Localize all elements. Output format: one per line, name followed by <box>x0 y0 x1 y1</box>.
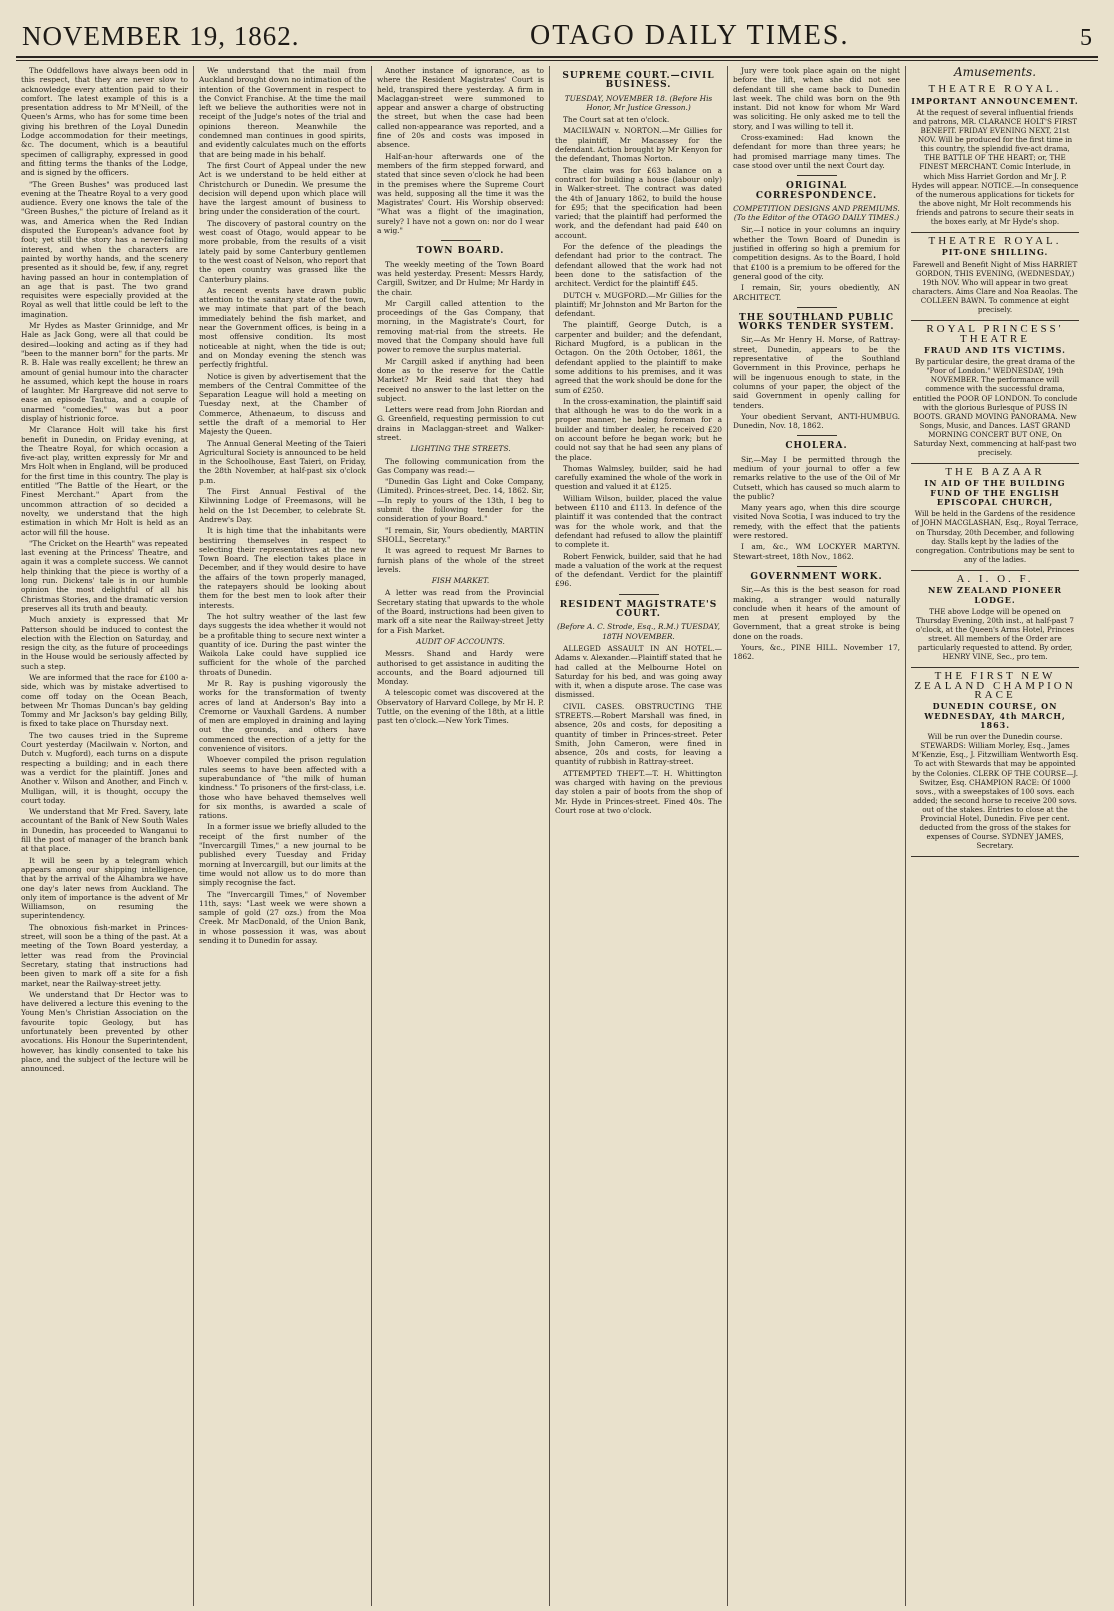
ad-subtitle: PIT-ONE SHILLING. <box>941 247 1049 258</box>
article-paragraph: Whoever compiled the prison regulation rules seems to have been affected with a superabundance of "the milk of human kindness." To prisoners of the first-class, i.e. those who have behaved themselves well for six months, is awarded a scale of rations. <box>199 755 366 821</box>
article-paragraph: Your obedient Servant, ANTI-HUMBUG. Dunedin, Nov. 18, 1862. <box>733 411 900 431</box>
article-paragraph: The first Court of Appeal under the new Act is we understand to be held either at Christchurch or Dunedin. We presume the decision will depend upon which place will have the largest amount of business to bring under the consideration of the court. <box>199 160 366 217</box>
section-divider <box>441 240 481 241</box>
article-paragraph: DUTCH v. MUGFORD.—Mr Gillies for the plaintiff; Mr Johnston and Mr Barton for the defendant. <box>555 290 722 319</box>
ad-body: Will be held in the Gardens of the residence of JOHN MACGLASHAN, Esq., Royal Terrace, on Thursday, 20th December, and following day. Stalls kept by the ladies of the congregation. Contributions may be sent to any of the ladies. <box>911 509 1079 564</box>
article-paragraph: Thomas Walmsley, builder, said he had carefully examined the whole of the work in question and valued it at £125. <box>555 463 722 492</box>
article-paragraph: "Dunedin Gas Light and Coke Company, (Limited). Princes-street, Dec. 14, 1862. Sir,—In reply to yours of the 13th, I beg to submit the following tender for the consideration of your Board." <box>377 477 544 524</box>
article-paragraph: The Oddfellows have always been odd in this respect, that they are never slow to acknowledge every attention paid to their comfort. The latest example of this is a presentation address to Mr M'Neill, of the Queen's Arms, who has for some time been giving his brethren of the Loyal Dunedin Lodge accommodation for their meetings, &c. The document, which is a beautiful specimen of calligraphy, expressed in good and fitting terms the thanks of the Lodge, and is signed by the officers. <box>21 66 188 178</box>
issue-date: NOVEMBER 19, 1862. <box>22 21 300 51</box>
section-heading: CHOLERA. <box>785 441 848 452</box>
ad-subtitle: NEW ZEALAND PIONEER LODGE. <box>927 585 1063 605</box>
article-paragraph: Mr Cargill asked if anything had been done as to the reserve for the Cattle Market? Mr Reid said that they had received no answer to the last letter on the subject. <box>377 356 544 403</box>
section-divider <box>797 435 837 436</box>
newspaper-title: OTAGO DAILY TIMES. <box>530 20 850 51</box>
ad-subtitle: IN AID OF THE BUILDING FUND OF THE ENGLISH EPISCOPAL CHURCH, <box>924 478 1066 508</box>
section-divider <box>797 566 837 567</box>
article-paragraph: Sir,—May I be permitted through the medium of your journal to offer a few remarks relative to the use of the Oil of Mr Cutsett, which has caused so much alarm to the public? <box>733 454 900 501</box>
article-paragraph: Sir,—As this is the best season for road making, a stranger would naturally conclude when it hears of the amount of men at present employed by the Government, that a great stroke is being done on the roads. <box>733 585 900 641</box>
column-5 <box>728 66 906 1606</box>
article-paragraph: Mr Cargill called attention to the proceedings of the Gas Company, that morning, in the Magistrate's Court, for removing mat-rial from the streets. He moved that the Company should have full power to remove the surplus material. <box>377 298 544 355</box>
article-paragraph: A letter was read from the Provincial Secretary stating that upwards to the whole of the Board, instructions had been given to mark off a site near the Railway-street Jetty for a Fish Market. <box>377 588 544 635</box>
section-heading: THE SOUTHLAND PUBLIC WORKS TENDER SYSTEM. <box>738 312 895 333</box>
section-subheading: TUESDAY, NOVEMBER 18. (Before His Honor, Mr Justice Gresson.) <box>564 93 713 112</box>
article-paragraph: I remain, Sir, yours obediently, AN ARCHITECT. <box>733 283 900 302</box>
article-paragraph: For the defence of the pleadings the defendant had prior to the contract. The defendant allowed that the work had not been done to the satisfaction of the architect. Verdict for the plaintiff £45. <box>555 242 722 289</box>
ad-subtitle: DUNEDIN COURSE, ON WEDNESDAY, 4th MARCH, 1863. <box>924 701 1066 730</box>
article-paragraph: William Wilson, builder, placed the value between £110 and £113. In defence of the plaintiff it was contended that the contract was for the whole work, and that the defendant had refused to allow the plaintiff to complete it. <box>555 493 722 550</box>
article-paragraph: Notice is given by advertisement that the members of the Central Committee of the Separation League will hold a meeting on Tuesday next, at the Chamber of Commerce, Athenaeum, to discuss and settle the draft of a memorial to Her Majesty the Queen. <box>199 371 366 437</box>
ad-title: THEATRE ROYAL. <box>928 235 1062 248</box>
article-paragraph: The two causes tried in the Supreme Court yesterday (Macilwain v. Norton, and Dutch v. Mugford), each turns on a dispute respecting a building; and in each there was a verdict for the plaintiff. Jones and Another v. Wilson and Another, and Finch v. Mulligan, will, it is thought, occupy the court today. <box>21 730 188 805</box>
advertisement <box>911 321 1079 464</box>
section-subheading: LIGHTING THE STREETS. <box>410 444 511 454</box>
article-paragraph: MACILWAIN v. NORTON.—Mr Gillies for the plaintiff, Mr Macassey for the defendant. Action brought by Mr Kenyon for the defendant, Thomas Norton. <box>555 126 722 164</box>
article-paragraph: Robert Fenwick, builder, said that he had made a valuation of the work at the request of the defendant. Verdict for the plaintiff £96. <box>555 551 722 589</box>
columns <box>16 66 1098 1606</box>
section-subheading: (Before A. C. Strode, Esq., R.M.) TUESDAY, 18TH NOVEMBER. <box>557 622 720 641</box>
ad-title: ROYAL PRINCESS' THEATRE <box>926 323 1064 345</box>
advertisement <box>911 233 1079 321</box>
section-divider <box>619 594 659 595</box>
ad-body: Will be run over the Dunedin course. STEWARDS: William Morley, Esq., James M'Kenzie, Esq., J. Fitzwilliam Wentworth Esq. To act with Stewards that may be appointed by the Colonies. CLERK OF THE COURSE—J. Switzer, Esq. CHAMPION RACE: Of 1000 sovs., with a sweepstakes of 100 sovs. each added; the second horse to receive 200 sovs. out of the stakes. Entries to close at the Provincial Hotel, Dunedin. Five per cent. deducted from the gross of the stakes for expenses of Course. SYDNEY JAMES, Secretary. <box>911 732 1079 851</box>
article-paragraph: Mr Clarance Holt will take his first benefit in Dunedin, on Friday evening, at the Theatre Royal, for which occasion a five-act play, written expressly for Mr and Mrs Holt when in England, will be produced for the first time in this country. The play is entitled "The Battle of the Heart, or the Finest Merchant." Apart from the uncommon attraction of so decided a novelty, we understand that the high estimation in which Mr Holt is held as an actor will fill the house. <box>21 425 188 537</box>
article-paragraph: A telescopic comet was discovered at the Observatory of Harvard College, by Mr H. P. Tuttle, on the evening of the 18th, at a little past ten o'clock.—New York Times. <box>377 688 544 726</box>
section-heading: SUPREME COURT.—CIVIL BUSINESS. <box>562 71 715 91</box>
article-paragraph: The hot sultry weather of the last few days suggests the idea whether it would not be a profitable thing to secure next winter a quantity of ice. During the past winter the Waikola Lake could have supplied ice sufficient for the whole of the parched throats of Dunedin. <box>199 611 366 677</box>
column-1 <box>16 66 194 1606</box>
ad-subtitle: FRAUD AND ITS VICTIMS. <box>924 344 1066 355</box>
article-paragraph: Sir,—I notice in your columns an inquiry whether the Town Board of Dunedin is justified in offering so high a premium for competition designs. As to the Board, I hold that £100 is a premium to be offered for the general good of the city. <box>733 225 900 281</box>
column-6 <box>906 66 1084 1606</box>
article-paragraph: The discovery of pastoral country on the west coast of Otago, would appear to be more probable, from the results of a visit lately paid by some Canterbury gentlemen to the west coast of Nelson, who report that the open country was grassed like the Canterbury plains. <box>199 218 366 284</box>
article-paragraph: ALLEGED ASSAULT IN AN HOTEL.—Adams v. Alexander.—Plaintiff stated that he had called at the Melbourne Hotel on Saturday for his bed, and was going away with it, when a dispute arose. The case was dismissed. <box>555 643 722 700</box>
article-paragraph: Letters were read from John Riordan and G. Greenfield, requesting permission to cut drains in Maclaggan-street and Walker-street. <box>377 405 544 442</box>
article-paragraph: It will be seen by a telegram which appears among our shipping intelligence, that by the arrival of the Alhambra we have one day's later news from Auckland. The only item of importance is the advent of Mr Williamson, on resuming the superintendency. <box>21 855 188 921</box>
article-paragraph: "The Green Bushes" was produced last evening at the Theatre Royal to a very good audience. Every one knows the tale of the "Green Bushes," the picture of Ireland as it was, and America when the Red Indian disputed the European's advance foot by foot; yet still the story has a never-failing interest, and when the characters are painted by worthy hands, and the scenery presented as it should be, few, if any, regret having passed an hour in contemplation of an age that is past. The two grand requisites were especially provided at the Royal as well that little could be left to the imagination. <box>21 179 188 319</box>
article-paragraph: Jury were took place again on the night before the lift, when she did not see defendant till she came back to Dunedin last week. The child was born on the 9th instant. Did not know for whom Mr Ward was soliciting. He only asked me to tell the story, and I was willing to tell it. <box>733 66 900 131</box>
article-paragraph: Half-an-hour afterwards one of the members of the firm stepped forward, and stated that since seven o'clock he had been in the premises where the Supreme Court was held, supposing all the time it was the Magistrates' Court. His Worship observed: "What was a flight of the imagination, surely? I have not a gown on: nor do I wear a wig." <box>377 151 544 236</box>
advertisement <box>911 668 1079 857</box>
masthead <box>16 14 1098 58</box>
section-subheading: FISH MARKET. <box>431 576 490 586</box>
ad-body: By particular desire, the great drama of the "Poor of London." WEDNESDAY, 19th NOVEMBER. The performance will commence with the successful drama, entitled the POOR OF LONDON. To conclude with the glorious Burlesque of PUSS IN BOOTS. GRAND MOVING PANORAMA. New Songs, Music, and Dances. LAST GRAND MORNING CONCERT BUT ONE, On Saturday Next, commencing at half-past two precisely. <box>912 357 1078 458</box>
section-subheading: AUDIT OF ACCOUNTS. <box>416 636 505 646</box>
article-paragraph: The claim was for £63 balance on a contract for building a house (labour only) in Walker-street. The contract was dated the 4th of January 1862, to build the house for £95; that the specification had been varied; that the plaintiff had performed the work, and the defendant had paid £40 on account. <box>555 165 722 240</box>
column-2 <box>194 66 372 1606</box>
article-paragraph: Yours, &c., PINE HILL. November 17, 1862. <box>733 643 900 662</box>
article-paragraph: The "Invercargill Times," of November 11th, says: "Last week we were shown a sample of gold (27 ozs.) from the Moa Creek. Mr MacDonald, of the Union Bank, in whose possession it was, was about sending it to Dunedin for assay. <box>199 889 366 946</box>
article-paragraph: We understand that the mail from Auckland brought down no intimation of the intention of the Government in respect to the Convict Franchise. At the time the mail left we believe the authorities were not in receipt of the Judge's notes of the trial and opinions thereon. Meanwhile the condemned man continues in good spirits, and evidently calculates much on the efforts that are being made in his behalf. <box>199 66 366 159</box>
article-paragraph: Much anxiety is expressed that Mr Patterson should be induced to contest the election with the Election on Saturday, and resign the city, as the future of proceedings in the House would be seriously affected by such a step. <box>21 615 188 671</box>
article-paragraph: Mr R. Ray is pushing vigorously the works for the transformation of twenty acres of land at Anderson's Bay into a Cremorne or Vauxhall Gardens. A number of men are employed in draining and laying out the grounds, and others have commenced the erection of a jetty for the convenience of visitors. <box>199 679 366 754</box>
masthead-rule <box>16 60 1098 61</box>
column-4 <box>550 66 728 1606</box>
ad-title: THE BAZAAR <box>945 466 1045 479</box>
section-heading: GOVERNMENT WORK. <box>750 571 883 582</box>
section-heading: TOWN BOARD. <box>416 246 505 257</box>
article-paragraph: Many years ago, when this dire scourge visited Nova Scotia, I was induced to try the remedy, with the effect that the patients were restored. <box>733 503 900 541</box>
ad-title: THE FIRST NEW ZEALAND CHAMPION RACE <box>914 670 1076 701</box>
article-paragraph: It was agreed to request Mr Barnes to furnish plans of the whole of the street levels. <box>377 546 544 574</box>
article-paragraph: We understand that Mr Fred. Savery, late accountant of the Bank of New South Wales in Dunedin, has proceeded to Wanganui to fill the post of manager of the branch bank at that place. <box>21 807 188 854</box>
ad-subtitle: IMPORTANT ANNOUNCEMENT. <box>911 95 1079 106</box>
article-paragraph: I am, &c., WM LOCKYER MARTYN. Stewart-street, 18th Nov., 1862. <box>733 542 900 561</box>
article-paragraph: Sir,—As Mr Henry H. Morse, of Rattray-street, Dunedin, appears to be the representative of the Southland Government in this Province, perhaps he will be ingenuous enough to state, in the columns of your paper, the object of the said Government in openly calling for tenders. <box>733 335 900 410</box>
article-paragraph: The plaintiff, George Dutch, is a carpenter and builder; and the defendant, Richard Mugford, is a publican in the Octagon. On the 20th October, 1861, the defendant applied to the plaintiff to make some additions to his premises, and it was agreed that the work should be done for the sum of £250. <box>555 320 722 395</box>
article-paragraph: "I remain, Sir, Yours obediently, MARTIN SHOLL, Secretary." <box>377 525 544 544</box>
section-divider <box>797 307 837 308</box>
article-paragraph: The weekly meeting of the Town Board was held yesterday. Present: Messrs Hardy, Cargill, Switzer, and Dr Hulme; Mr Hardy in the chair. <box>377 259 544 297</box>
article-paragraph: In the cross-examination, the plaintiff said that although he was to do the work in a proper manner, he being foreman for a builder and timber dealer, he received £20 on account before he began work; but he could not say that he had seen any plans of the place. <box>555 396 722 462</box>
article-paragraph: Messrs. Shand and Hardy were authorised to get assistance in auditing the accounts, and the Board adjourned till Monday. <box>377 649 544 687</box>
ad-title: A. I. O. F. <box>956 572 1034 585</box>
article-paragraph: The Annual General Meeting of the Taieri Agricultural Society is announced to be held in the Schoolhouse, East Taieri, on Friday, the 28th November, at half-past six o'clock p.m. <box>199 438 366 485</box>
article-paragraph: The following communication from the Gas Company was read:— <box>377 456 544 475</box>
advertisement <box>911 81 1079 233</box>
article-paragraph: Another instance of ignorance, as to where the Resident Magistrates' Court is held, transpired there yesterday. A firm in Maclaggan-street were summoned to appear and answer a charge of obstructing the street, but when the case had been called non-appearance was reported, and a fine of 20s and costs was imposed in absence. <box>377 66 544 150</box>
section-divider <box>797 175 837 176</box>
column-3 <box>372 66 550 1606</box>
ad-body: Farewell and Benefit Night of Miss HARRIET GORDON, THIS EVENING, (WEDNESDAY,) 19th NOV. Who will appear in two great characters. Aims Clare and Noa Reaolas. The COLLEEN BAWN. To commence at eight precisely. <box>912 259 1078 315</box>
article-paragraph: "The Cricket on the Hearth" was repeated last evening at the Princess' Theatre, and again it was a complete success. We cannot help thinking that the piece is worthy of a long run. Dickens' tale is in our humble opinion the most delightful of all his Christmas Stories, and the dramatic version preserves all its truth and beauty. <box>21 538 188 613</box>
article-paragraph: The First Annual Festival of the Kilwinning Lodge of Freemasons, will be held on the 1st December, to celebrate St. Andrew's Day. <box>199 487 366 524</box>
article-paragraph: Cross-examined: Had known the defendant for more than three years; he had promised marriage many times. The case stood over until the next Court day. <box>733 133 900 170</box>
advertisement <box>911 464 1079 571</box>
article-paragraph: We understand that Dr Hector was to have delivered a lecture this evening to the Young Men's Christian Association on the favourite topic Geology, but has unfortunately been prevented by other avocations. His Honour the Superintendent, however, has kindly consented to take his place, and the subject of the lecture will be announced. <box>21 989 188 1074</box>
article-paragraph: In a former issue we briefly alluded to the receipt of the first number of the "Invercargill Times," a new journal to be published every Tuesday and Friday morning at Invercargill, but our limits at the time would not allow us to do more than simply recognise the fact. <box>199 822 366 888</box>
section-heading: RESIDENT MAGISTRATE'S COURT. <box>559 599 718 620</box>
ad-body: THE above Lodge will be opened on Thursday Evening, 20th inst., at half-past 7 o'clock, at the Queen's Arms Hotel, Princes street. All members of the Order are particularly requested to attend. By order, HENRY VINE, Sec., pro tem. <box>915 606 1075 662</box>
ad-title: THEATRE ROYAL. <box>928 83 1062 96</box>
amusements-heading: Amusements. <box>953 66 1037 79</box>
article-paragraph: We are informed that the race for £100 a-side, which was by mistake advertised to come off today on the Ocean Beach, between Mr Thomas Duncan's bay gelding Tommy and Mr Jackson's bay gelding Billy, is fixed to take place on Thursday next. <box>21 673 188 729</box>
article-paragraph: The Court sat at ten o'clock. <box>563 115 670 125</box>
section-subheading: COMPETITION DESIGNS AND PREMIUMS. (To the Editor of the OTAGO DAILY TIMES.) <box>733 203 900 223</box>
page-number: 5 <box>1079 25 1092 51</box>
article-paragraph: It is high time that the inhabitants were bestirring themselves in respect to selecting their representatives at the new Town Board. The election takes place in December, and if they would desire to have the affairs of the town properly managed, the ratepayers should be looking about them for the best men to look after their interests. <box>199 526 366 610</box>
article-paragraph: CIVIL CASES. OBSTRUCTING THE STREETS.—Robert Marshall was fined, in absence, 20s and costs, for depositing a quantity of timber in Princes-street. Peter Smith, John Cameron, were fined in absence, 20s and costs, for leaving a quantity of rubbish in Rattray-street. <box>555 701 722 767</box>
ad-body: At the request of several influential friends and patrons, MR. CLARANCE HOLT'S FIRST BENEFIT. FRIDAY EVENING NEXT, 21st NOV. Will be produced for the first time in this country, the splendid five-act drama, THE BATTLE OF THE HEART; or, THE FINEST MERCHANT. Comic Interlude, in which Miss Harriet Gordon and Mr J. P. Hydes will appear. NOTICE.—In consequence of the numerous applications for tickets for the above night, Mr Holt recommends his friends and patrons to secure their seats in the boxes early, at Mr Hyde's shop. <box>911 107 1079 227</box>
article-paragraph: The obnoxious fish-market in Princes-street, will soon be a thing of the past. At a meeting of the Town Board yesterday, a letter was read from the Provincial Secretary, stating that instructions had been given to mark off a site for a fish market, near the Railway-street jetty. <box>21 922 188 988</box>
article-paragraph: Mr Hydes as Master Grinnidge, and Mr Hale as Jack Gong, were all that could be desired—looking and acting as if they had "been to the manner born" for the parts. Mr R. B. Hale was really excellent; he threw an amount of genial humour into the character he assumed, which kept the house in roars of laughter. Mr Hargreave did not serve to ease an episode Tautua, and a couple of unarmed "comedies," was but a poor display of histrionic force. <box>21 321 188 423</box>
article-paragraph: As recent events have drawn public attention to the sanitary state of the town, we may intimate that part of the beach immediately behind the fish market, and near the Government offices, is being in a most offensive condition. Its most noticeable at night, when the tide is out; and on Monday evening the stench was perfectly frightful. <box>199 285 366 370</box>
advertisement <box>911 571 1079 668</box>
article-paragraph: ATTEMPTED THEFT.—T. H. Whittington was charged with having on the previous day stolen a pair of boots from the shop of Mr. Hyde in Princes-street. Fined 40s. The Court rose at two o'clock. <box>555 768 722 815</box>
section-heading: ORIGINAL CORRESPONDENCE. <box>755 181 878 201</box>
